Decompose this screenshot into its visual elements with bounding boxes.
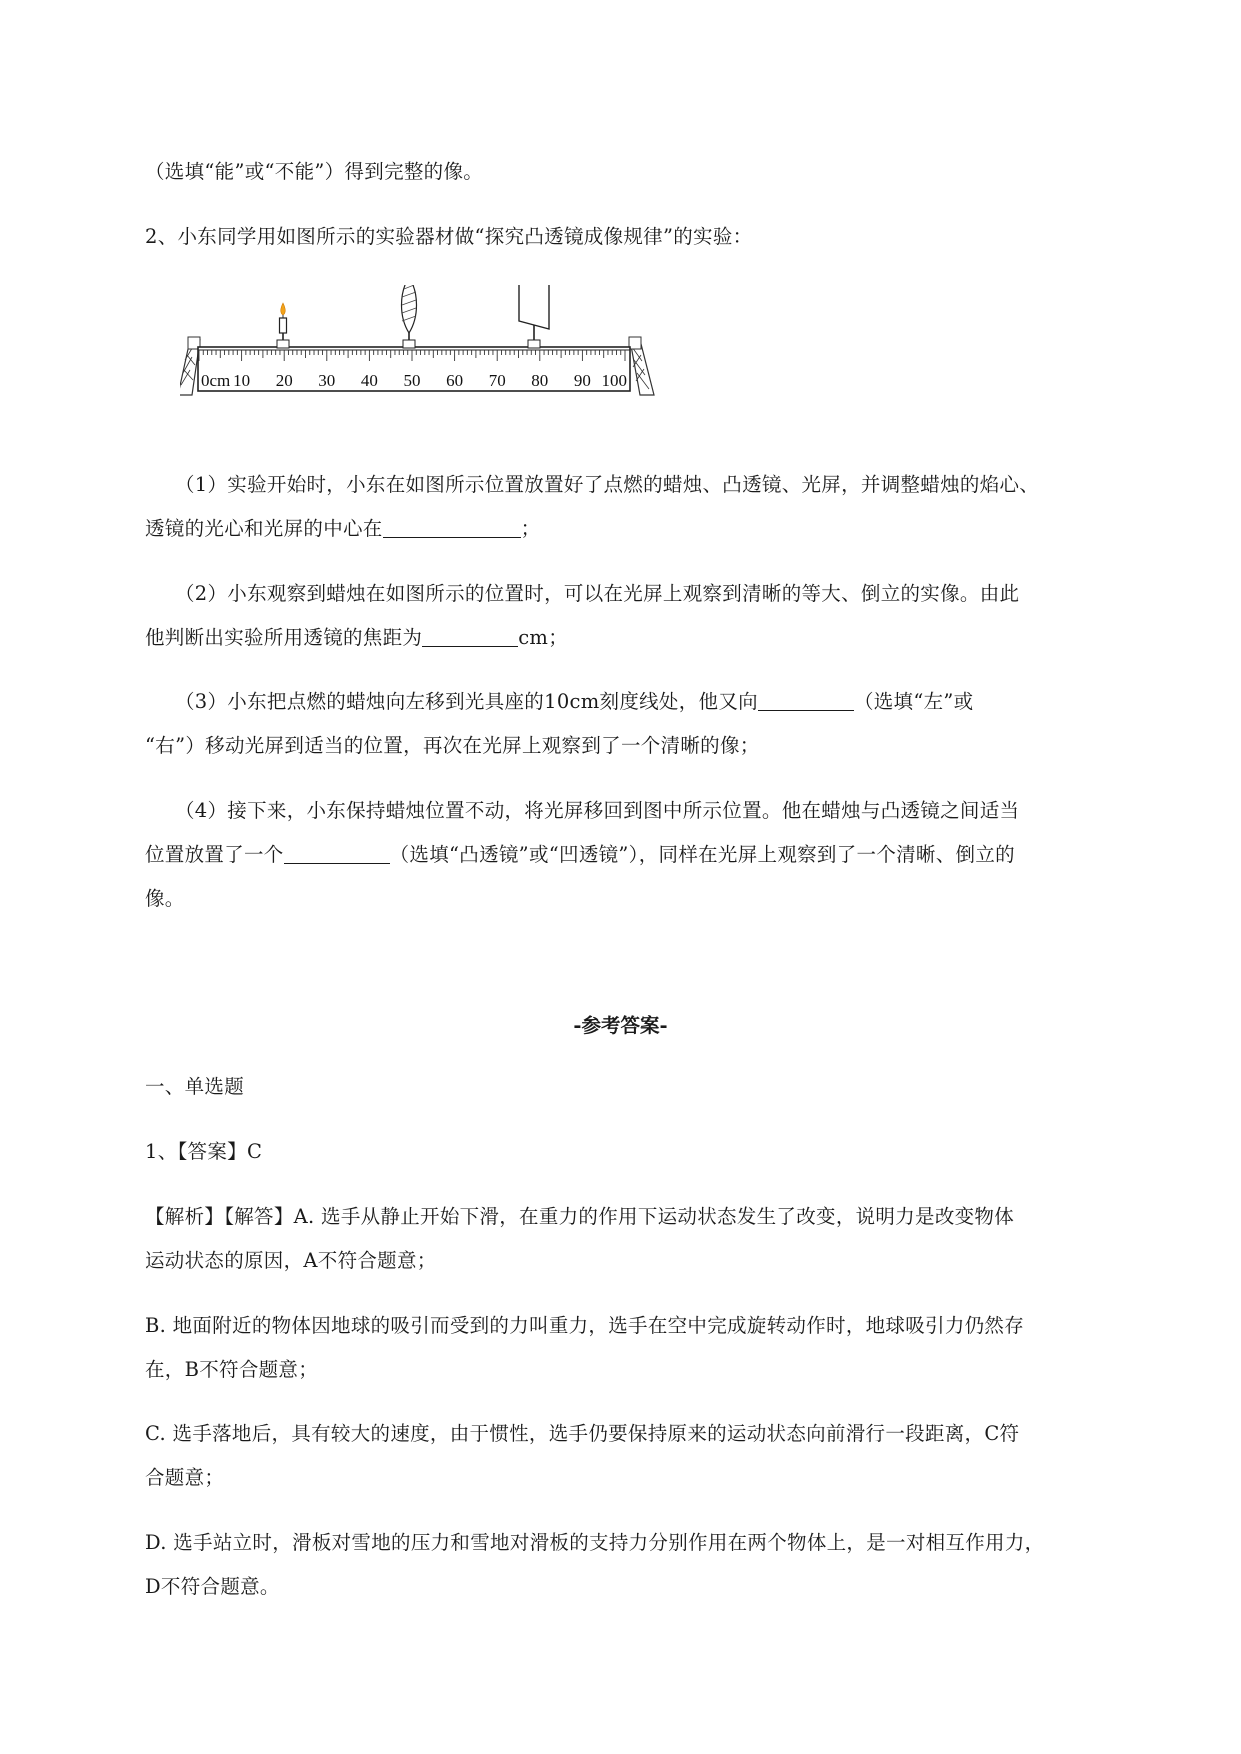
answer-blank-4[interactable]: [284, 843, 390, 864]
sub-question-1-line-1: （1）实验开始时，小东在如图所示位置放置好了点燃的蜡烛、凸透镜、光屏，并调整蜡烛的焰心、: [175, 473, 1040, 496]
prev-question-tail: （选填“能”或“不能”）得到完整的像。: [145, 160, 484, 183]
answer-blank-3[interactable]: [758, 690, 854, 711]
left-support: [180, 337, 200, 395]
explanation-a-line-2: 运动状态的原因，A不符合题意；: [145, 1249, 437, 1272]
sub-question-3-text: （3）小东把点燃的蜡烛向左移到光具座的10cm刻度线处，他又向: [175, 690, 758, 713]
sub-question-3-line-1: [175, 688, 973, 716]
right-support: [629, 337, 654, 395]
sub-question-3-line-2: “右”）移动光屏到适当的位置，再次在光屏上观察到了一个清晰的像；: [145, 734, 760, 757]
scale-label: 30: [318, 371, 336, 390]
scale-label: 10: [233, 371, 251, 390]
scale-label: 40: [360, 371, 378, 390]
explanation-c-line-2: 合题意；: [145, 1466, 225, 1489]
scale-label: 70: [488, 371, 506, 390]
sub-question-2-unit: cm；: [518, 626, 569, 649]
sub-question-4-line-2: [145, 841, 1015, 869]
scale-label: 0cm: [201, 371, 231, 390]
sub-question-2-line-1: （2）小东观察到蜡烛在如图所示的位置时，可以在光屏上观察到清晰的等大、倒立的实像。由此: [175, 582, 1020, 605]
optical-bench-figure: [180, 285, 680, 415]
sub-question-1-end: ；: [520, 517, 541, 540]
section-title: 一、单选题: [145, 1075, 245, 1098]
explanation-b-line-1: B. 地面附近的物体因地球的吸引而受到的力叫重力，选手在空中完成旋转动作时，地球吸引力仍然存: [145, 1314, 1025, 1337]
candle: [277, 303, 289, 348]
explanation-b-line-2: 在，B不符合题意；: [145, 1358, 319, 1381]
answer-blank-2[interactable]: [422, 626, 518, 647]
answers-heading: -参考答案-: [573, 1014, 668, 1037]
scale-label: 50: [403, 371, 421, 390]
scale-label: 20: [275, 371, 293, 390]
answer-1: 1、【答案】C: [145, 1140, 263, 1163]
answer-blank-1[interactable]: [383, 517, 521, 538]
light-screen: [519, 285, 549, 348]
scale-label: 100: [601, 371, 627, 390]
explanation-c-line-1: C. 选手落地后，具有较大的速度，由于惯性，选手仍要保持原来的运动状态向前滑行一段距离，C符: [145, 1422, 1020, 1445]
sub-question-1-line-2: [145, 515, 540, 543]
scale-label: 90: [573, 371, 591, 390]
scale-label: 60: [446, 371, 464, 390]
convex-lens: [402, 285, 417, 348]
sub-question-1-text: 透镜的光心和光屏的中心在: [145, 517, 383, 540]
sub-question-3-hint: （选填“左”或: [853, 690, 974, 713]
sub-question-2-text: 他判断出实验所用透镜的焦距为: [145, 626, 423, 649]
explanation-a-line-1: 【解析】【解答】A. 选手从静止开始下滑，在重力的作用下运动状态发生了改变，说明力是改变物体: [145, 1205, 1015, 1228]
sub-question-4-line-3: 像。: [145, 887, 185, 910]
explanation-d-line-1: D. 选手站立时，滑板对雪地的压力和雪地对滑板的支持力分别作用在两个物体上，是一对相互作用力，: [145, 1531, 1045, 1554]
sub-question-4-text: 位置放置了一个: [145, 843, 284, 866]
scale-label: 80: [531, 371, 549, 390]
explanation-d-line-2: D不符合题意。: [145, 1575, 280, 1598]
question-2-intro: 2、小东同学用如图所示的实验器材做“探究凸透镜成像规律”的实验：: [145, 225, 753, 248]
sub-question-4-line-1: （4）接下来，小东保持蜡烛位置不动，将光屏移回到图中所示位置。他在蜡烛与凸透镜之间适当: [175, 799, 1020, 822]
sub-question-2-line-2: [145, 624, 568, 652]
sub-question-4-hint: （选填“凸透镜”或“凹透镜”），同样在光屏上观察到了一个清晰、倒立的: [389, 843, 1015, 866]
